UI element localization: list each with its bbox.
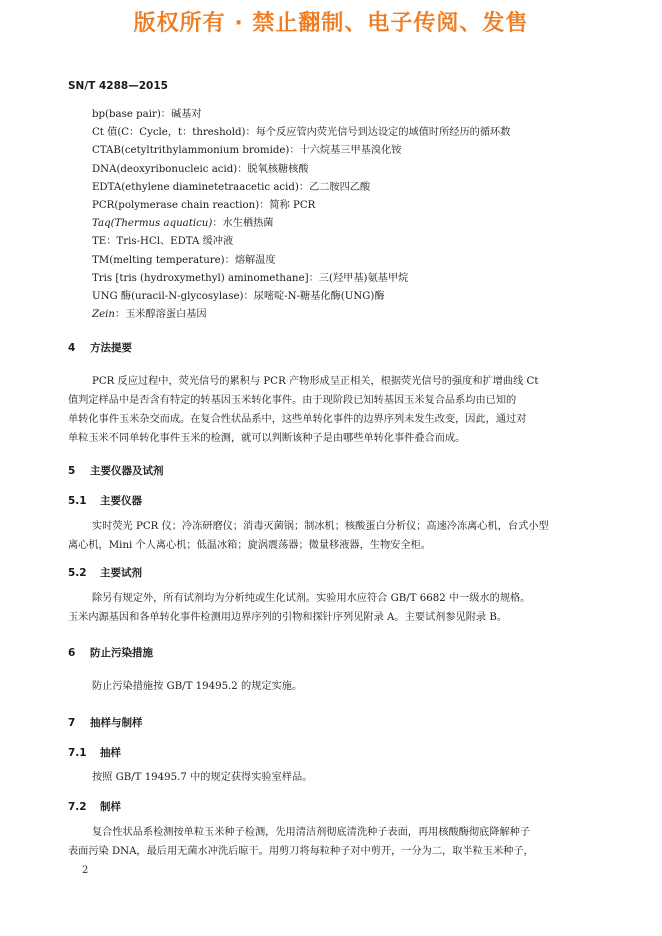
- abbreviation-item: EDTA(ethylene diaminetetraacetic acid)：乙二胺四乙酸: [92, 181, 371, 193]
- abbreviation-item: TM(melting temperature)：熔解温度: [92, 254, 276, 266]
- section-7-2-heading: 7.2 制样: [68, 801, 121, 813]
- abbreviation-item: Tris [tris (hydroxymethyl) aminomethane]：三(羟甲基)氨基甲烷: [92, 272, 409, 284]
- abbreviation-item: Ct 值(C：Cycle，t：threshold)：每个反应管内荧光信号到达设定的域值时所经历的循环数: [92, 127, 511, 139]
- section-7-1-paragraph: 按照 GB/T 19495.7 中的规定获得实验室样品。: [92, 772, 313, 783]
- abbreviation-item: PCR(polymerase chain reaction)：简称 PCR: [92, 200, 316, 212]
- section-7-heading: 7 抽样与制样: [68, 717, 143, 729]
- abbreviation-item: DNA(deoxyribonucleic acid)：脱氧核糖核酸: [92, 163, 309, 175]
- abbreviation-item: UNG 酶(uracil-N-glycosylase)：尿嘧啶-N-糖基化酶(UNG)酶: [92, 291, 385, 303]
- standard-number-header: SN/T 4288—2015: [68, 80, 168, 92]
- abbreviation-item: Taq(Thermus aquaticu)：水生栖热菌: [92, 218, 274, 230]
- page-number: 2: [82, 865, 89, 876]
- section-6-paragraph: 防止污染措施按 GB/T 19495.2 的规定实施。: [92, 681, 303, 692]
- section-4-heading: 4 方法提要: [68, 342, 132, 354]
- section-5-heading: 5 主要仪器及试剂: [68, 465, 164, 477]
- abbreviation-list: [92, 106, 612, 324]
- section-7-2-paragraph: 复合性状品系检测按单粒玉米种子检测，先用清洁剂彻底清洗种子表面，再用核酸酶彻底降解种子 表面污染 DNA，最后用无菌水冲洗后晾干。用剪刀将每粒种子对中剪开，一分为二，取半粒玉米种子，: [68, 827, 534, 857]
- abbreviation-item: TE：Tris-HCl、EDTA 缓冲液: [92, 236, 234, 248]
- abbreviation-item: Zein：玉米醇溶蛋白基因: [92, 309, 207, 321]
- abbreviation-item: bp(base pair)：碱基对: [92, 109, 202, 120]
- section-5-2-heading: 5.2 主要试剂: [68, 567, 142, 579]
- abbreviation-item: CTAB(cetyltrithylammonium bromide)：十六烷基三甲基溴化铵: [92, 145, 402, 157]
- section-5-2-paragraph: 除另有规定外，所有试剂均为分析纯或生化试剂。实验用水应符合 GB/T 6682 中一级水的规格。 玉米内源基因和各单转化事件检测用边界序列的引物和探针序列见附录 A。主要试剂参见附录 B。: [68, 593, 531, 623]
- section-7-1-heading: 7.1 抽样: [68, 747, 121, 759]
- section-5-1-paragraph: 实时荧光 PCR 仪；冷冻研磨仪；消毒灭菌锅；制冰机；核酸蛋白分析仪；高速冷冻离心机，台式小型 离心机，Mini 个人离心机；低温冰箱；旋涡震荡器；微量移液器，生物安全柜。: [68, 521, 549, 551]
- section-4-paragraph: PCR 反应过程中，荧光信号的累积与 PCR 产物形成呈正相关，根据荧光信号的强度和扩增曲线 Ct 值判定样品中是否含有特定的转基因玉米转化事件。由于现阶段已知转基因玉米复合品系均由已知的 单转化事件玉米杂交而成。在复合性状品系中，这些单转化事件的边界序列未发生改变，因此，通过对 单粒玉米不同单转化事件玉米的检测，就可以判断该种子是由哪些单转化事件叠合而成。: [68, 376, 539, 444]
- section-6-heading: 6 防止污染措施: [68, 647, 153, 659]
- copyright-watermark: 版权所有 · 禁止翻制、电子传阅、发售: [133, 11, 529, 36]
- section-5-1-heading: 5.1 主要仪器: [68, 495, 142, 507]
